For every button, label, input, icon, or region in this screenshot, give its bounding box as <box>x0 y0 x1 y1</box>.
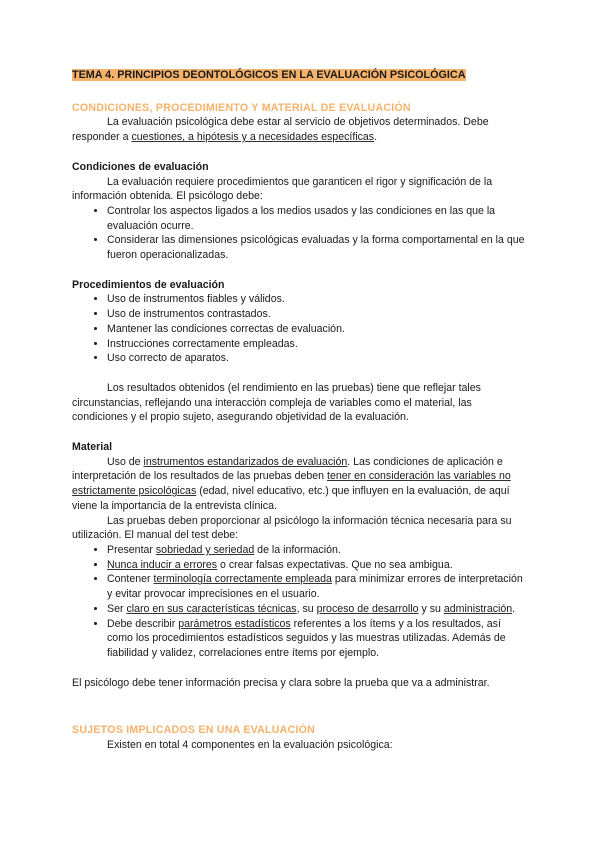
section2-paragraph: Existen en total 4 componentes en la evaluación psicológica: <box>107 739 393 752</box>
list-item: • Considerar las dimensiones psicológicas evaluadas y la forma comportamental en la que fueron operacionalizadas. <box>107 233 528 262</box>
condiciones-paragraph: La evaluación requiere procedimientos que garanticen el rigor y significación de la información obtenida. El psicólogo debe: <box>72 175 493 203</box>
material-paragraph-2: Las pruebas deben proporcionar al psicólogo la información técnica necesaria para su utilización. El manual del test debe: <box>72 514 512 542</box>
page-title: TEMA 4. PRINCIPIOS DEONTOLÓGICOS EN LA EVALUACIÓN PSICOLÓGICA <box>72 69 466 81</box>
list-item: • Contener terminología correctamente empleada para minimizar errores de interpretación y evitar provocar imprecisiones en el usuario. <box>107 572 528 601</box>
list-item: • Nunca inducir a errores o crear falsas expectativas. Que no sea ambigua. <box>107 558 528 573</box>
list-item: • Uso de instrumentos fiables y válidos. <box>107 292 528 307</box>
list-item: • Uso correcto de aparatos. <box>107 351 528 366</box>
list-item: • Presentar sobriedad y seriedad de la información. <box>107 543 528 558</box>
material-closing-paragraph: El psicólogo debe tener información precisa y clara sobre la prueba que va a administrar. <box>72 676 490 689</box>
material-list <box>72 543 528 661</box>
subheading-material: Material <box>72 441 113 454</box>
document-content <box>72 68 528 753</box>
list-item: • Mantener las condiciones correctas de evaluación. <box>107 322 528 337</box>
material-paragraph-1: Uso de instrumentos estandarizados de evaluación. Las condiciones de aplicación e interpretación de los resultados de las pruebas deben tener en consideración las variables no estrictamente psicológicas (edad, nivel educativo, etc.) que influyen en la evaluación, de aquí viene la importancia de la entrevista clínica. <box>72 455 511 512</box>
procedimientos-list <box>72 292 528 366</box>
list-item: • Ser claro en sus características técnicas, su proceso de desarrollo y su administración. <box>107 602 528 617</box>
list-item: • Uso de instrumentos contrastados. <box>107 307 528 322</box>
list-item: • Debe describir parámetros estadísticos referentes a los ítems y a los resultados, así como los procedimientos estadísticos seguidos y las muestras utilizadas. Además de fiabilidad y validez, correlaciones entre ítems por ejemplo. <box>107 617 528 661</box>
procedimientos-paragraph: Los resultados obtenidos (el rendimiento en las pruebas) tiene que reflejar tales circunstancias, reflejando una interacción compleja de variables como el material, las condiciones y el propio sujeto, asegurando objetividad de la evaluación. <box>72 381 481 424</box>
list-item: • Controlar los aspectos ligados a los medios usados y las condiciones en las que la evaluación ocurre. <box>107 204 528 233</box>
section-heading-sujetos-implicados: SUJETOS IMPLICADOS EN UNA EVALUACIÓN <box>72 724 316 737</box>
section-heading-condiciones-procedimiento-material: CONDICIONES, PROCEDIMIENTO Y MATERIAL DE EVALUACIÓN <box>72 101 411 114</box>
subheading-condiciones: Condiciones de evaluación <box>72 160 209 173</box>
condiciones-list <box>72 204 528 263</box>
section1-paragraph: La evaluación psicológica debe estar al servicio de objetivos determinados. Debe responder a cuestiones, a hipótesis y a necesidades específicas. <box>72 116 489 144</box>
subheading-procedimientos: Procedimientos de evaluación <box>72 278 225 291</box>
list-item: • Instrucciones correctamente empleadas. <box>107 337 528 352</box>
